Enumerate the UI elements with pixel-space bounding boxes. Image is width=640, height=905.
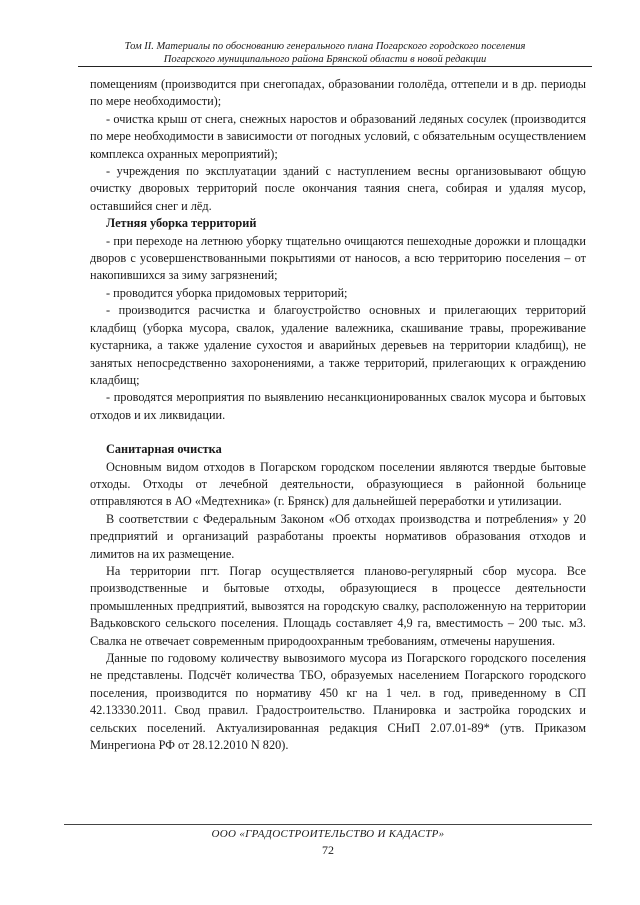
paragraph: В соответствии с Федеральным Законом «Об отходах производства и потребления» у 20 предприятий и организаций разработаны проекты нормативов образования отходов и лимитов на их размещение.	[90, 511, 586, 561]
list-item: - проводится уборка придомовых территорий;	[106, 285, 348, 300]
footer-divider	[64, 824, 592, 825]
paragraph: Данные по годовому количеству вывозимого мусора из Погарского городского поселения не представлены. Подсчёт количества ТБО, образуемых населением Погарского городского поселения, производится по нормативу 450 кг на 1 чел. в год, приведенному в СП 42.13330.2011. Свод правил. Градостроительство. Планировка и застройка городских и сельских поселений. Актуализированная редакция СНиП 2.07.01-89* (утв. Приказом Минрегиона РФ от 28.12.2010 N 820).	[90, 651, 586, 753]
header-divider	[78, 66, 592, 67]
section-gap	[90, 424, 586, 441]
footer-company: ООО «ГРАДОСТРОИТЕЛЬСТВО И КАДАСТР»	[211, 828, 445, 840]
page-number: 72	[322, 843, 334, 857]
header-line-2: Погарского муниципального района Брянской области в новой редакции	[163, 54, 487, 65]
paragraph: Основным видом отходов в Погарском городском поселении являются твердые бытовые отходы. Отходы от лечебной деятельности, образующиеся в районной больнице отправляются в АО «Медтехника» (г. Брянск) для дальнейшей переработки и утилизации.	[90, 459, 586, 509]
paragraph: На территории пгт. Погар осуществляется планово-регулярный сбор мусора. Все производственные и бытовые отходы, образующиеся в процессе деятельности промышленных предприятий, вывозятся на городскую свалку, расположенную на территории Вадьковского сельского поселения. Площадь составляет 4,9 га, вместимость – 200 тыс. м3. Свалка не отвечает современным природоохранным требованиям, отмечены нарушения.	[90, 563, 586, 648]
list-item: - при переходе на летнюю уборку тщательно очищаются пешеходные дорожки и площадки дворов с усовершенствованными покрытиями от наносов, а всю территорию поселения – от накопившихся за зиму загрязнений;	[90, 233, 586, 283]
paragraph: помещениям (производится при снегопадах, образовании гололёда, оттепели и в др. периоды по мере необходимости);	[90, 77, 586, 109]
section-heading-summer-cleaning: Летняя уборка территорий	[106, 216, 257, 231]
section-heading-sanitary-cleaning: Санитарная очистка	[106, 442, 222, 457]
document-header	[62, 40, 588, 66]
document-body	[90, 76, 586, 754]
list-item: - очистка крыш от снега, снежных наростов и образований ледяных сосулек (производится по мере необходимости в зависимости от погодных условий, с обязательным осуществлением комплекса охранных мероприятий);	[90, 111, 586, 161]
list-item: - учреждения по эксплуатации зданий с наступлением весны организовывают общую очистку дворовых территорий после окончания таяния снега, собирая и удаляя мусор, оставшийся снег и лёд.	[90, 164, 586, 213]
list-item: - проводятся мероприятия по выявлению несанкционированных свалок мусора и бытовых отходов и их ликвидации.	[90, 390, 586, 422]
list-item: - производится расчистка и благоустройство основных и прилегающих территорий кладбищ (уборка мусора, свалок, удаление валежника, скашивание травы, прореживание кустарника, а также удаление сухостоя и аварийных деревьев на территории кладбищ), не занятых непосредственно захоронениями, а также территорий, прилегающих к ограждению кладбищ;	[90, 303, 586, 387]
header-line-1: Том II. Материалы по обоснованию генерального плана Погарского городского поселения	[124, 41, 526, 52]
